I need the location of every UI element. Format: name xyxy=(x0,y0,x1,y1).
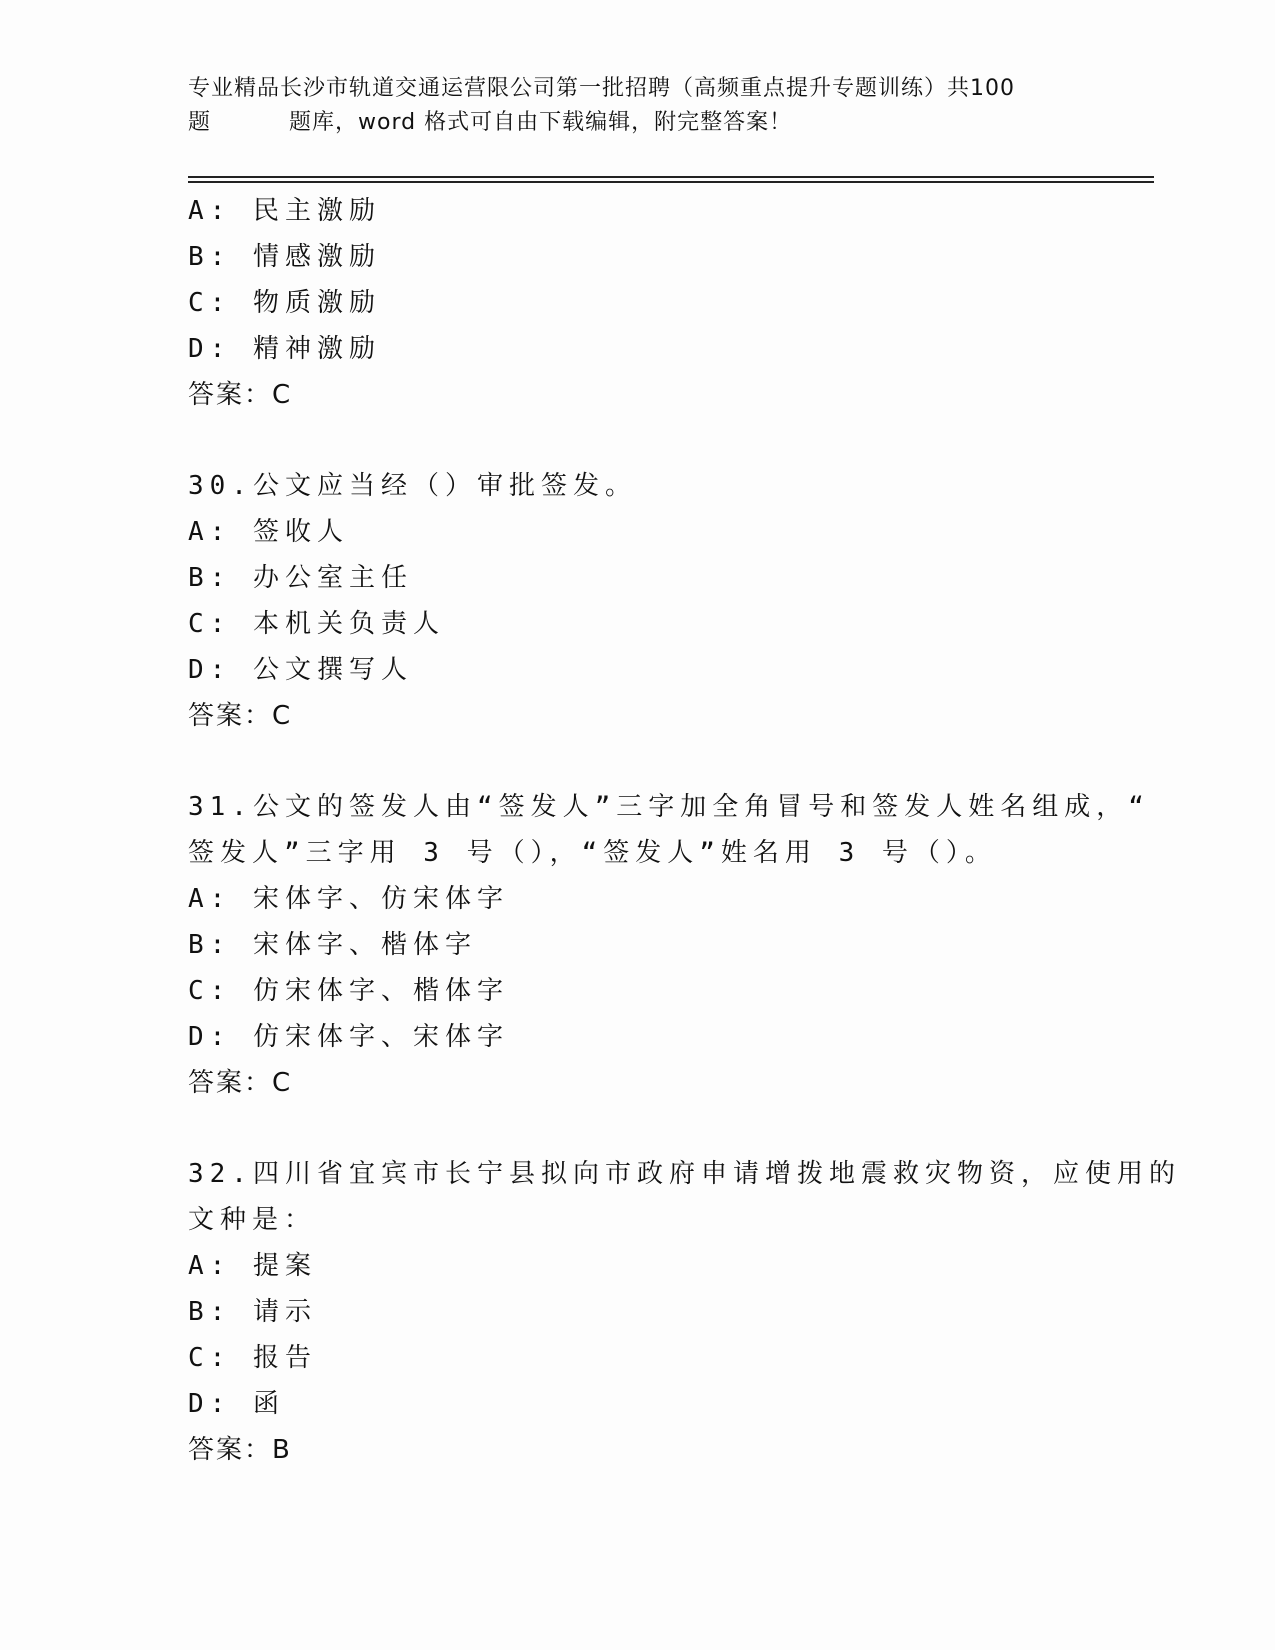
option-c: C: 仿宋体字、楷体字 xyxy=(188,976,509,1006)
question-text: 30.公文应当经（）审批签发。 xyxy=(188,471,637,501)
option-b: B: 宋体字、楷体字 xyxy=(188,930,477,960)
question-block-32 xyxy=(188,1151,1181,1473)
question-block-29 xyxy=(188,188,1088,418)
question-text-line2: 文种是： xyxy=(188,1205,317,1235)
option-b: B: 请示 xyxy=(188,1297,317,1327)
header-title-line: 专业精品长沙市轨道交通运营限公司第一批招聘（高频重点提升专题训练）共100 xyxy=(188,76,1015,101)
answer-line: 答案：C xyxy=(188,701,293,731)
document-header xyxy=(188,72,1068,140)
header-double-rule xyxy=(188,176,1154,186)
question-block-30 xyxy=(188,463,1088,739)
option-a: A: 签收人 xyxy=(188,517,349,547)
option-b: B: 情感激励 xyxy=(188,242,381,272)
option-d: D: 精神激励 xyxy=(188,334,381,364)
question-text-line2: 签发人”三字用 3 号（），“签发人”姓名用 3 号（）。 xyxy=(188,838,997,868)
answer-line: 答案：B xyxy=(188,1435,292,1465)
option-a: A: 宋体字、仿宋体字 xyxy=(188,884,509,914)
header-subtitle-right: 题库，word 格式可自由下载编辑，附完整答案！ xyxy=(289,110,793,135)
question-list xyxy=(188,188,1181,1473)
option-a: A: 提案 xyxy=(188,1251,317,1281)
answer-line: 答案：C xyxy=(188,1068,293,1098)
header-subtitle-line xyxy=(188,106,1068,140)
answer-line: 答案：C xyxy=(188,380,293,410)
question-text-line1: 32.四川省宜宾市长宁县拟向市政府申请增拨地震救灾物资，应使用的 xyxy=(188,1159,1181,1189)
option-c: C: 物质激励 xyxy=(188,288,381,318)
header-subtitle-left: 题 xyxy=(188,110,212,135)
option-a: A: 民主激励 xyxy=(188,196,381,226)
option-c: C: 本机关负责人 xyxy=(188,609,445,639)
option-b: B: 办公室主任 xyxy=(188,563,413,593)
option-d: D: 函 xyxy=(188,1389,285,1419)
question-block-31 xyxy=(188,784,1150,1106)
option-d: D: 公文撰写人 xyxy=(188,655,413,685)
question-text-line1: 31.公文的签发人由“签发人”三字加全角冒号和签发人姓名组成，“ xyxy=(188,792,1150,822)
option-c: C: 报告 xyxy=(188,1343,317,1373)
option-d: D: 仿宋体字、宋体字 xyxy=(188,1022,509,1052)
